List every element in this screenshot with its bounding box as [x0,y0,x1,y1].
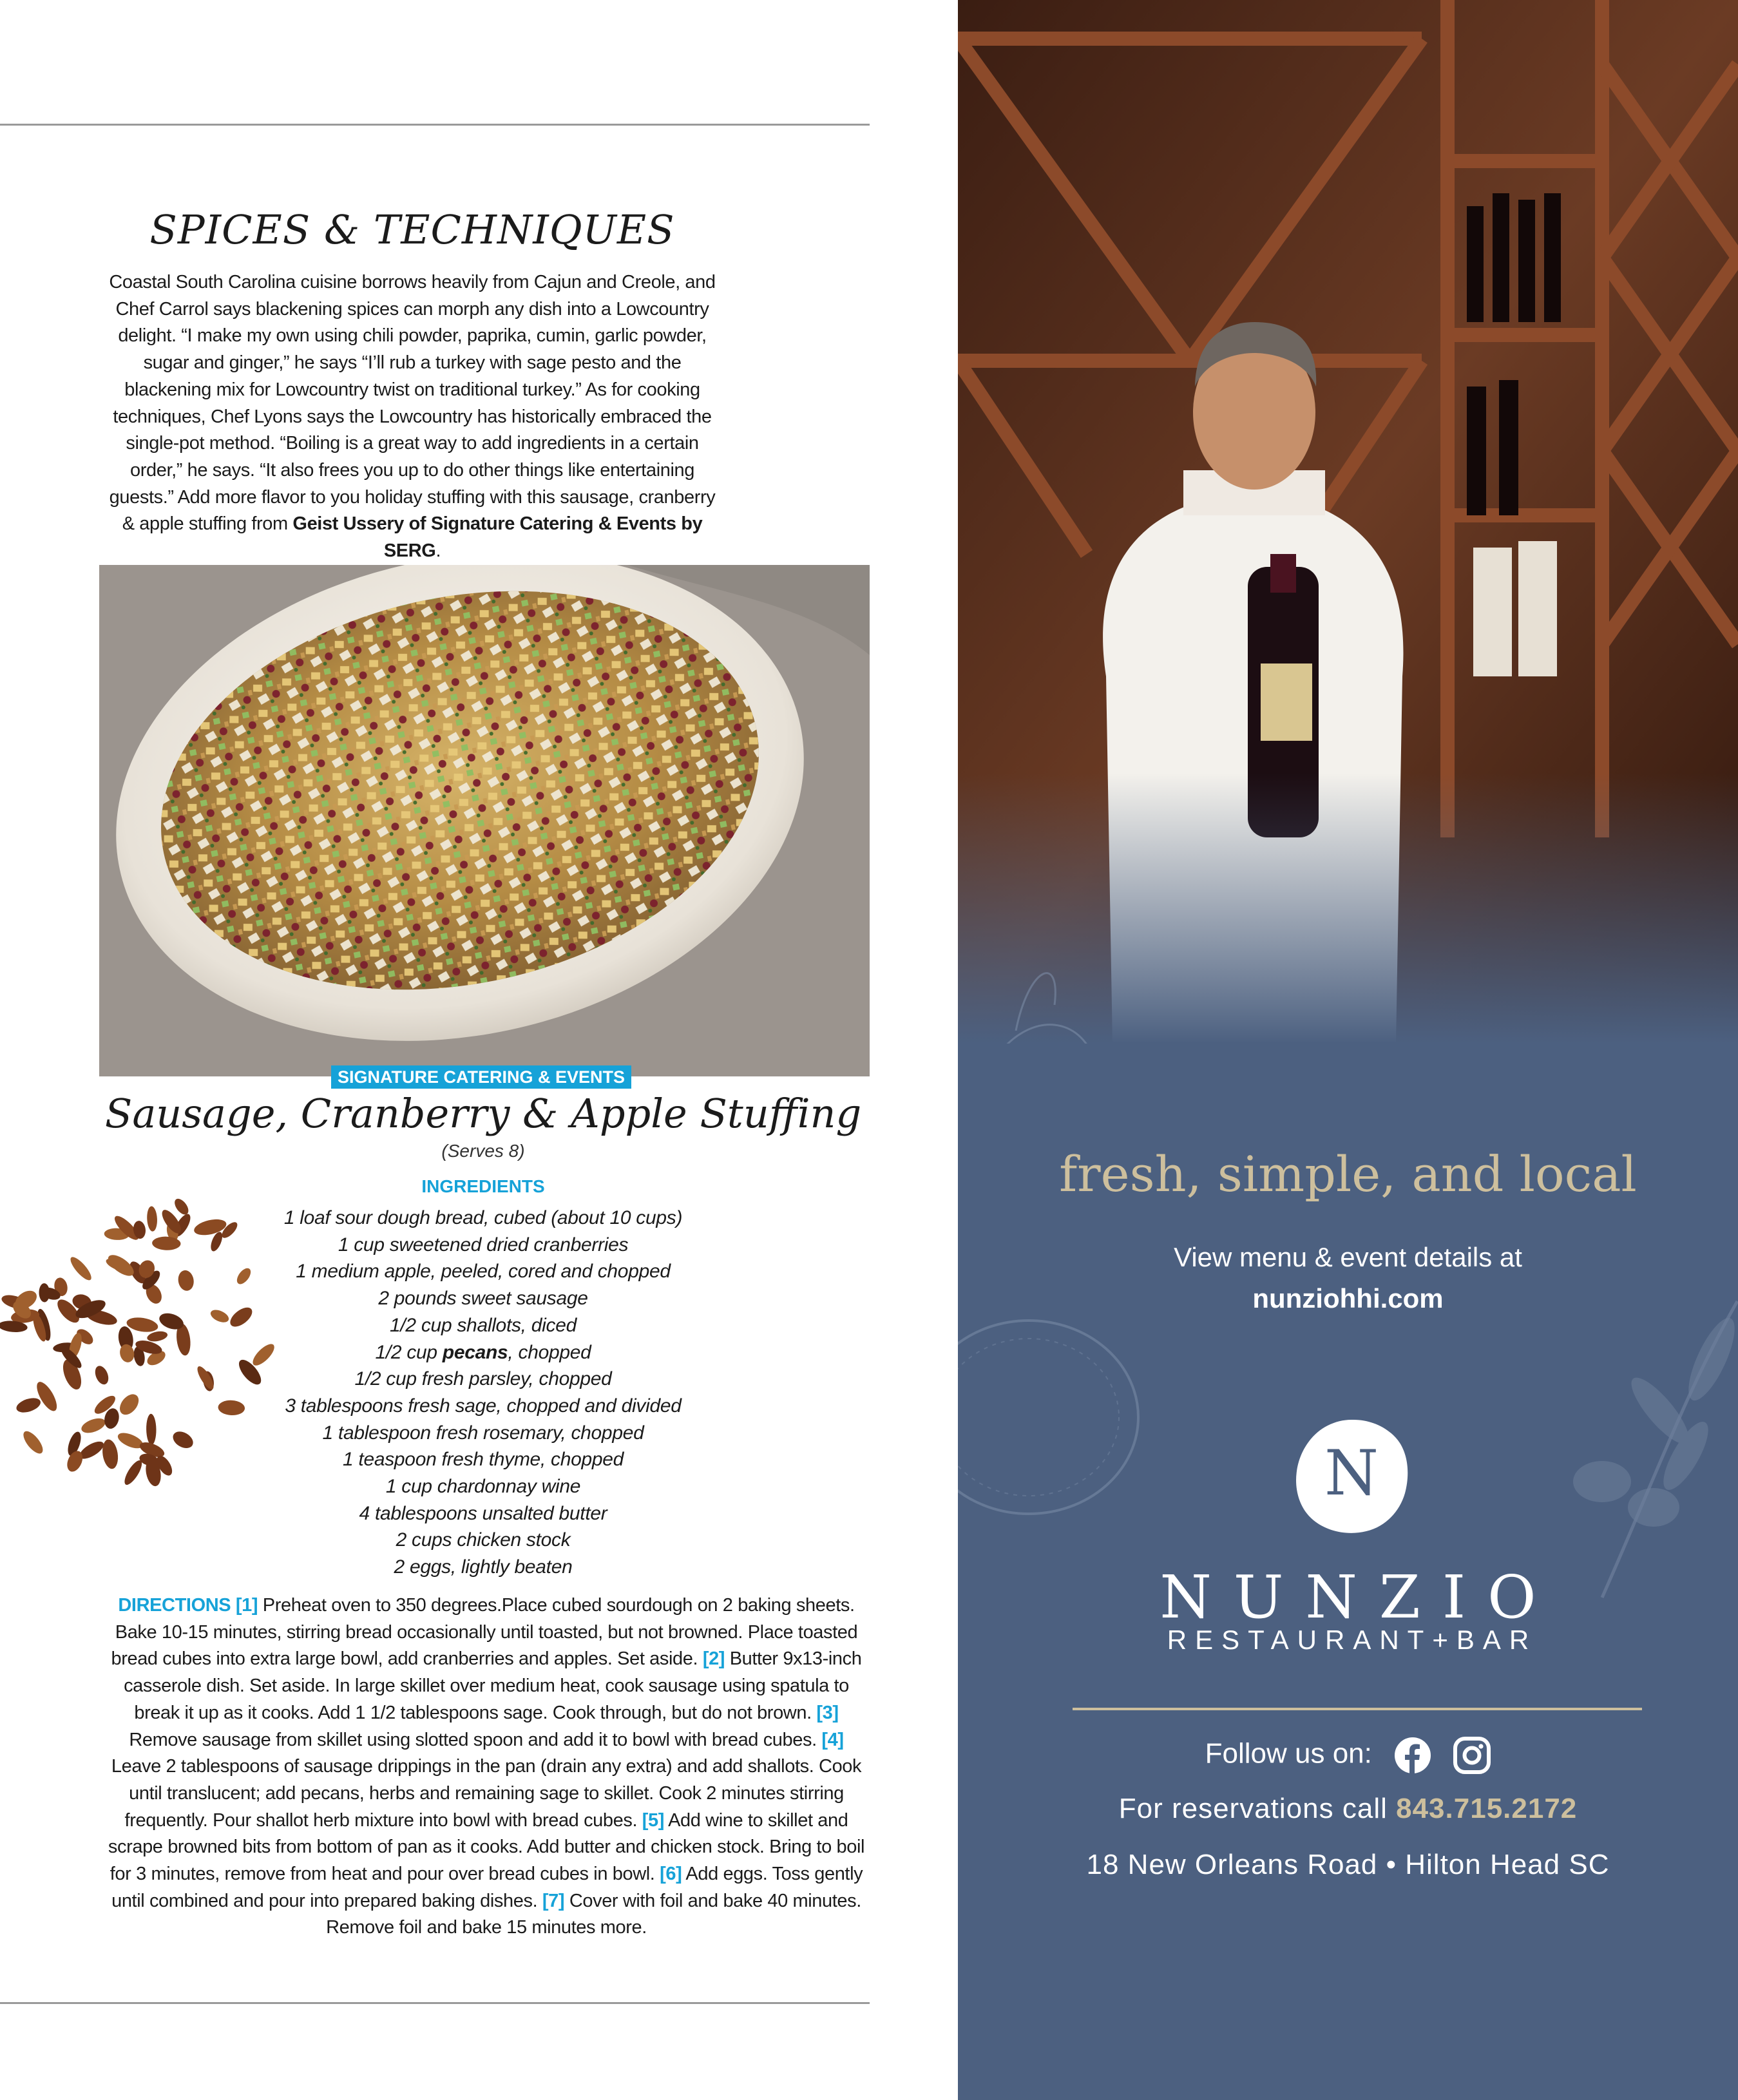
step-text: Preheat oven to 350 degrees.Place cubed sourdough on 2 baking sheets. Bake 10-15 minutes, stirring bread occasionally until toasted, but not browned. Place toasted bread cubes into extra large bowl, add cranberries and apples. Set aside. [111,1595,858,1670]
ad-reservations [958,1793,1738,1825]
step-text: Add wine to skillet and scrape browned bits from bottom of pan as it cooks. Add butter and chicken stock. Bring to boil for 3 minutes, remove from heat and pour over bread cubes in bowl. [108,1809,865,1885]
pecan-piece [172,1196,191,1217]
ingredient-item: 4 tablespoons unsalted butter [359,1502,607,1524]
step-number: [4] [821,1729,844,1750]
pecan-piece [122,1458,145,1487]
ingredient-item: 1/2 cup fresh parsley, chopped [354,1368,612,1390]
ad-divider [1073,1708,1642,1710]
ingredient-item: 2 cups chicken stock [396,1529,571,1551]
ad-follow-row [958,1737,1738,1774]
ingredients-list [232,1205,734,1581]
section-title: SPICES & TECHNIQUES [149,206,675,253]
ad-phone-number[interactable]: 843.715.2172 [1396,1793,1578,1824]
ingredient-item: 1 cup sweetened dried cranberries [338,1234,629,1255]
step-number: [3] [816,1702,839,1723]
pecan-piece [20,1428,46,1456]
facebook-icon[interactable] [1394,1737,1431,1774]
pecan-piece [15,1395,43,1415]
article-body-text: Coastal South Carolina cuisine borrows heavily from Cajun and Creole, and Chef Carrol says blackening spices can morph any dish into a Lowcountry delight. “I make my own using chili powder, paprika, cumin, garlic powder, sugar and ginger,” he says “I’ll rub a turkey with sage pesto and the blackening mix for Lowcountry twist on traditional turkey.” As for cooking techniques, Chef Lyons says the Lowcountry has historically embraced the single-pot method. “Boiling is a great way to add ingredients in a certain order,” he says. “It also frees you up to do other things like entertaining guests.” Add more flavor to you holiday stuffing with this sausage, cranberry & apple stuffing from [109,272,716,535]
nunzio-logo [1293,1417,1410,1534]
recipe-source-badge: SIGNATURE CATERING & EVENTS [331,1065,631,1089]
top-rule [0,124,870,126]
recipe-serves: (Serves 8) [441,1141,525,1161]
chef-wine-cellar-photo [958,0,1738,1044]
step-text: Remove sausage from skillet using slotted spoon and add it to bowl with bread cubes. [129,1729,817,1750]
bottom-rule [0,2002,870,2004]
step-text: Butter 9x13-inch casserole dish. Set aside. In large skillet over medium heat, cook sausage using spatula to break it up as it cooks. Add 1 1/2 tablespoons sage. Cook through, but do not brown. [124,1648,862,1723]
ingredient-item: 1 loaf sour dough bread, cubed (about 10 cups) [283,1207,683,1228]
ingredient-item: 1 cup chardonnay wine [385,1476,581,1498]
step-number: [5] [642,1809,665,1831]
ingredient-text: 1/2 cup [375,1341,443,1363]
step-number: [6] [660,1864,682,1885]
step-text: Leave 2 tablespoons of sausage drippings in the pan (drain any extra) and add shallots. Cook until translucent; add pecans, herbs and remaining sage to skillet. Cook 2 minutes stirring frequently. Pour shallot herb mixture into bowl with bread cubes. [111,1756,862,1831]
ingredient-item: 1/2 cup shallots, diced [390,1314,577,1336]
ingredient-text: , chopped [508,1341,591,1363]
ad-reservations-label: For reservations call [1118,1793,1388,1824]
ingredient-item: 1 tablespoon fresh rosemary, chopped [322,1422,644,1444]
article-body [103,269,721,565]
pecan-piece [33,1379,61,1414]
ingredient-highlight: pecans [442,1341,508,1363]
directions [103,1592,870,1942]
step-text: Add eggs. Toss gently until combined and pour into prepared baking dishes. [111,1864,863,1911]
instagram-icon[interactable] [1453,1737,1491,1774]
ad-brand-name: NUNZIO [1160,1563,1558,1632]
step-text: Cover with foil and bake 40 minutes. Remove foil and bake 15 minutes more. [326,1890,861,1938]
nunzio-logo-letter: N [1324,1437,1379,1509]
recipe-title: Sausage, Cranberry & Apple Stuffing [104,1090,862,1137]
ingredients-heading: INGREDIENTS [421,1176,545,1196]
lemon-illustration [958,1288,1151,1533]
ingredient-item: 2 pounds sweet sausage [378,1288,588,1310]
pecan-piece [100,1438,120,1470]
ad-brand-subtitle: RESTAURANT+BAR [1167,1625,1538,1655]
pecan-piece [146,1206,158,1232]
pecan-piece [68,1254,95,1283]
stuffing-photo [99,565,870,1076]
pecan-piece [93,1364,111,1386]
article-body-end: . [435,540,441,562]
nunzio-advertisement [958,0,1738,2100]
ingredient-item: 2 eggs, lightly beaten [394,1556,573,1578]
directions-label: DIRECTIONS [118,1595,231,1616]
ad-website-link[interactable]: nunziohhi.com [1252,1283,1444,1313]
ad-view-menu-text: View menu & event details at [1174,1242,1522,1272]
ingredient-item: 3 tablespoons fresh sage, chopped and divided [285,1395,682,1417]
step-number: [2] [702,1648,725,1670]
pecan-piece [177,1269,195,1292]
ad-follow-label: Follow us on: [1205,1737,1372,1770]
pecan-piece [170,1428,196,1451]
step-number: [1] [235,1595,258,1616]
ad-address: 18 New Orleans Road • Hilton Head SC [1086,1849,1610,1880]
ingredient-item [232,1339,734,1366]
olive-branch-illustration [1525,1288,1738,1610]
step-number: [7] [542,1890,565,1911]
pecan-piece [116,1391,142,1418]
article-credit: Geist Ussery of Signature Catering & Events by SERG [292,513,703,562]
ingredient-item: 1 medium apple, peeled, cored and chopped [296,1261,671,1283]
ad-tagline: fresh, simple, and local [1059,1145,1637,1203]
pecan-piece [146,1414,157,1445]
pecan-piece [209,1308,231,1325]
pecan-piece [79,1415,107,1435]
ingredient-item: 1 teaspoon fresh thyme, chopped [343,1449,624,1471]
